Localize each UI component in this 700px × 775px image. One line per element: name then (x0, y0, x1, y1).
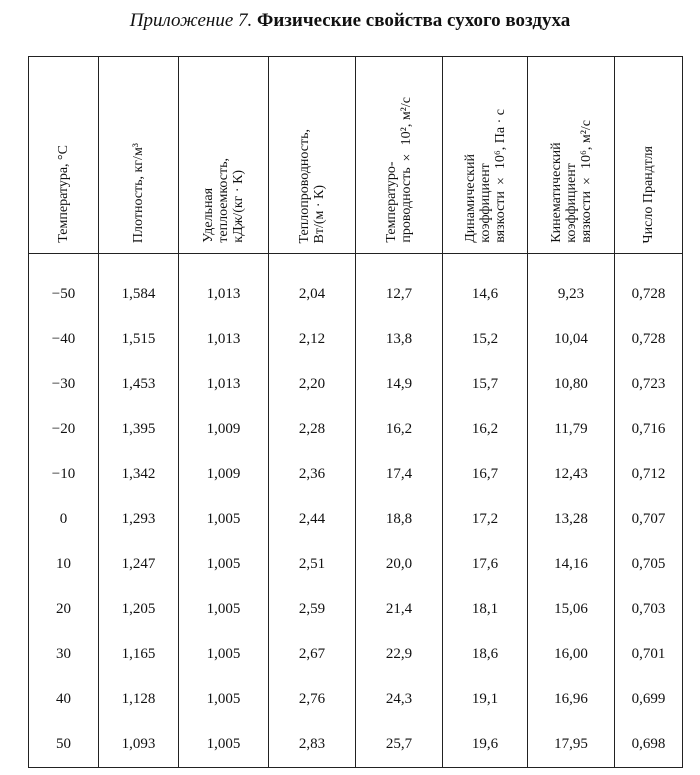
table-cell: 2,12 (269, 317, 356, 362)
table-cell: 1,009 (179, 452, 269, 497)
table-cell: 15,06 (528, 587, 615, 632)
header-label: Удельная теплоемкость, кДж/(кг · К) (201, 158, 246, 243)
table-cell: 12,43 (528, 452, 615, 497)
table-cell: 0,716 (615, 407, 683, 452)
table-cell: 1,515 (99, 317, 179, 362)
table-cell: 1,453 (99, 362, 179, 407)
table-cell: 1,005 (179, 587, 269, 632)
table-cell: 1,093 (99, 722, 179, 768)
table-cell: 0,723 (615, 362, 683, 407)
table-row (29, 587, 683, 632)
table-cell: 18,8 (356, 497, 443, 542)
table-cell: 2,36 (269, 452, 356, 497)
header-label: Динамический коэффициент вязкости × 10⁶, Па · с (462, 109, 508, 243)
table-cell: 9,23 (528, 254, 615, 318)
header-label: Плотность, кг/м³ (131, 142, 146, 243)
air-properties-table (28, 56, 683, 768)
table-row (29, 497, 683, 542)
table-cell: 2,59 (269, 587, 356, 632)
header-dynamic-viscosity (443, 57, 528, 254)
table-cell: −30 (29, 362, 99, 407)
table-cell: 14,6 (443, 254, 528, 318)
table-cell: 0,698 (615, 722, 683, 768)
table-cell: 21,4 (356, 587, 443, 632)
table-cell: 0,703 (615, 587, 683, 632)
page-title (0, 8, 700, 34)
table-cell: 1,009 (179, 407, 269, 452)
appendix-label: Приложение 7. (129, 10, 253, 31)
table-cell: 0,699 (615, 677, 683, 722)
table-cell: 22,9 (356, 632, 443, 677)
table-cell: 1,584 (99, 254, 179, 318)
table-cell: 1,395 (99, 407, 179, 452)
table-cell: −40 (29, 317, 99, 362)
table-cell: 14,16 (528, 542, 615, 587)
table-row (29, 677, 683, 722)
table-cell: 13,28 (528, 497, 615, 542)
table-cell: 0,701 (615, 632, 683, 677)
table-row (29, 317, 683, 362)
table-cell: 10,04 (528, 317, 615, 362)
table-cell: 15,2 (443, 317, 528, 362)
table-cell: 2,51 (269, 542, 356, 587)
table-cell: 17,6 (443, 542, 528, 587)
table-cell: 14,9 (356, 362, 443, 407)
table-cell: 1,005 (179, 632, 269, 677)
table-cell: 2,28 (269, 407, 356, 452)
table-cell: 11,79 (528, 407, 615, 452)
header-density (99, 57, 179, 254)
table-cell: 2,20 (269, 362, 356, 407)
table-cell: 16,2 (356, 407, 443, 452)
table-cell: 17,95 (528, 722, 615, 768)
table-cell: −50 (29, 254, 99, 318)
table-row (29, 362, 683, 407)
table-cell: 2,44 (269, 497, 356, 542)
header-label: Теплопроводность, Вт/(м · К) (297, 128, 327, 243)
table-cell: 1,342 (99, 452, 179, 497)
table-cell: 2,83 (269, 722, 356, 768)
table-cell: 15,7 (443, 362, 528, 407)
header-specific-heat (179, 57, 269, 254)
table-cell: 16,96 (528, 677, 615, 722)
table-cell: 0,705 (615, 542, 683, 587)
table-header (29, 57, 683, 254)
table-cell: 10,80 (528, 362, 615, 407)
table-cell: 18,1 (443, 587, 528, 632)
table-cell: 30 (29, 632, 99, 677)
table-cell: 1,293 (99, 497, 179, 542)
table-cell: 0 (29, 497, 99, 542)
header-label: Температуро- проводность × 10², м²/с (384, 97, 414, 243)
table-cell: 1,128 (99, 677, 179, 722)
table-row (29, 407, 683, 452)
header-thermal-conductivity (269, 57, 356, 254)
table-cell: 1,005 (179, 497, 269, 542)
table-row (29, 254, 683, 318)
table-caption: Физические свойства сухого воздуха (257, 10, 571, 31)
table-cell: 2,76 (269, 677, 356, 722)
table-cell: 25,7 (356, 722, 443, 768)
table-row (29, 722, 683, 768)
table-cell: 40 (29, 677, 99, 722)
table-cell: 50 (29, 722, 99, 768)
table-cell: 12,7 (356, 254, 443, 318)
table-cell: 13,8 (356, 317, 443, 362)
table-cell: 1,165 (99, 632, 179, 677)
table-cell: 2,04 (269, 254, 356, 318)
table-cell: 19,1 (443, 677, 528, 722)
table-body (29, 254, 683, 768)
header-row (29, 57, 683, 254)
header-thermal-diffusivity (356, 57, 443, 254)
table-cell: 0,728 (615, 254, 683, 318)
table-cell: 20 (29, 587, 99, 632)
table-cell: 10 (29, 542, 99, 587)
table-row (29, 632, 683, 677)
table-cell: 1,013 (179, 317, 269, 362)
table-cell: 1,013 (179, 362, 269, 407)
table-cell: 1,005 (179, 677, 269, 722)
table-cell: −20 (29, 407, 99, 452)
table-cell: 19,6 (443, 722, 528, 768)
table-cell: 17,2 (443, 497, 528, 542)
header-kinematic-viscosity (528, 57, 615, 254)
table-cell: −10 (29, 452, 99, 497)
table-cell: 1,013 (179, 254, 269, 318)
table-row (29, 542, 683, 587)
table-cell: 2,67 (269, 632, 356, 677)
table-cell: 1,205 (99, 587, 179, 632)
table-cell: 0,712 (615, 452, 683, 497)
header-temperature (29, 57, 99, 254)
table-cell: 17,4 (356, 452, 443, 497)
table-cell: 18,6 (443, 632, 528, 677)
table-cell: 0,707 (615, 497, 683, 542)
table-cell: 16,7 (443, 452, 528, 497)
header-label: Число Прандтля (641, 145, 656, 243)
table-cell: 20,0 (356, 542, 443, 587)
table-cell: 1,247 (99, 542, 179, 587)
header-label: Температура, °С (56, 145, 71, 243)
table-cell: 16,00 (528, 632, 615, 677)
header-label: Кинематический коэффициент вязкости × 10⁶, м²/с (548, 120, 594, 243)
header-prandtl-number (615, 57, 683, 254)
table-cell: 1,005 (179, 722, 269, 768)
table-row (29, 452, 683, 497)
table-cell: 1,005 (179, 542, 269, 587)
table-cell: 0,728 (615, 317, 683, 362)
table-cell: 16,2 (443, 407, 528, 452)
table-cell: 24,3 (356, 677, 443, 722)
